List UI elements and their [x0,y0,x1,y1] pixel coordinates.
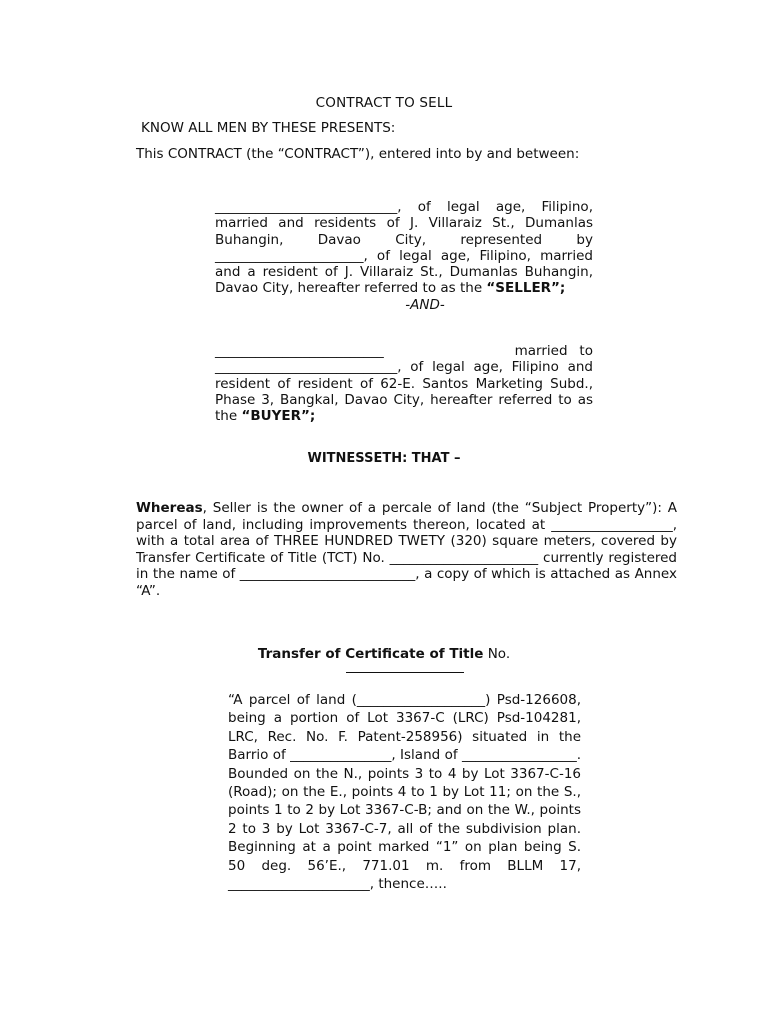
buyer-name-blank: _________________________ [215,343,384,359]
seller-representative-blank: ______________________ [215,247,364,264]
tct-number-blank: ______________________ [389,549,539,566]
whereas-text-1: , Seller is the owner of a percale of land (the “Subject Property”): A parcel of land, including improvements thereon, located at [136,500,677,533]
tct-heading [0,646,768,662]
island-blank: _________________ [461,747,577,764]
parcel-blank-1: ___________________ [356,692,486,708]
buyer-text-2: , of legal age, Filipino and resident of resident of 62-E. Santos Marketing Subd., Phase 3, Bangkal, Davao City, hereafter referred to as the [215,359,593,425]
seller-text-2: , of legal age, Filipino, married and a resident of J. Villaraiz St., Dumanlas Buhangin, Davao City, hereafter referred to as the [215,247,593,297]
seller-text-1: , of legal age, Filipino, married and residents of J. Villaraiz St., Dumanlas Buhangin, Davao City, represented by [215,199,593,248]
intro-line: KNOW ALL MEN BY THESE PRESENTS: [141,120,396,136]
seller-role: “SELLER”; [486,280,566,297]
parcel-description [228,691,581,893]
location-blank: __________________ [551,516,673,533]
tct-heading-no: No. [483,646,511,662]
buyer-role: “BUYER”; [241,408,316,425]
seller-name-blank: ___________________________ [215,199,398,215]
buyer-text-1: married to [514,343,593,359]
document-title: CONTRACT TO SELL [315,95,453,111]
whereas-paragraph [136,500,677,600]
parcel-text-5: , thence….. [369,876,447,893]
parcel-text-3: , Island of [391,747,462,764]
whereas-text-4: , a copy of which is attached as Annex “A”. [136,566,677,599]
whereas-label: Whereas [136,500,203,516]
seller-paragraph [215,199,593,313]
barrio-blank: _______________ [290,747,392,764]
contract-line: This CONTRACT (the “CONTRACT”), entered into by and between: [136,146,580,162]
parcel-text-2: ) Psd-126608, being a portion of Lot 3367-C (LRC) Psd-104281, LRC, Rec. No. F. Patent-258956) situated in the Barrio of [228,692,581,764]
whereas-text-3: currently registered in the name of [136,549,677,583]
and-separator: -AND- [405,296,445,313]
buyer-spouse-blank: ___________________________ [215,359,398,376]
tct-number-underline [346,672,464,673]
registered-owner-blank: __________________________ [239,566,416,583]
parcel-text-1: “A parcel of land ( [228,692,357,708]
witnesseth-heading: WITNESSETH: THAT – [307,451,461,466]
parcel-text-4: . Bounded on the N., points 3 to 4 by Lot 3367-C-16 (Road); on the E., points 4 to 1 by Lot 11; on the S., points 1 to 2 by Lot 3367-C-B; and on the W., points 2 to 3 by Lot 3367-C-7, all of the subdivision plan. Beginning at a point marked “1” on plan being S. 50 deg. 56’E., 771.01 m. from BLLM 17, [228,747,581,874]
tct-heading-bold: Transfer of Certificate of Title [257,646,484,662]
buyer-paragraph [215,343,593,424]
whereas-text-2: , with a total area of THREE HUNDRED TWETY (320) square meters, covered by Transfer Certificate of Title (TCT) No. [136,516,677,566]
bllm-blank: _____________________ [228,876,370,893]
